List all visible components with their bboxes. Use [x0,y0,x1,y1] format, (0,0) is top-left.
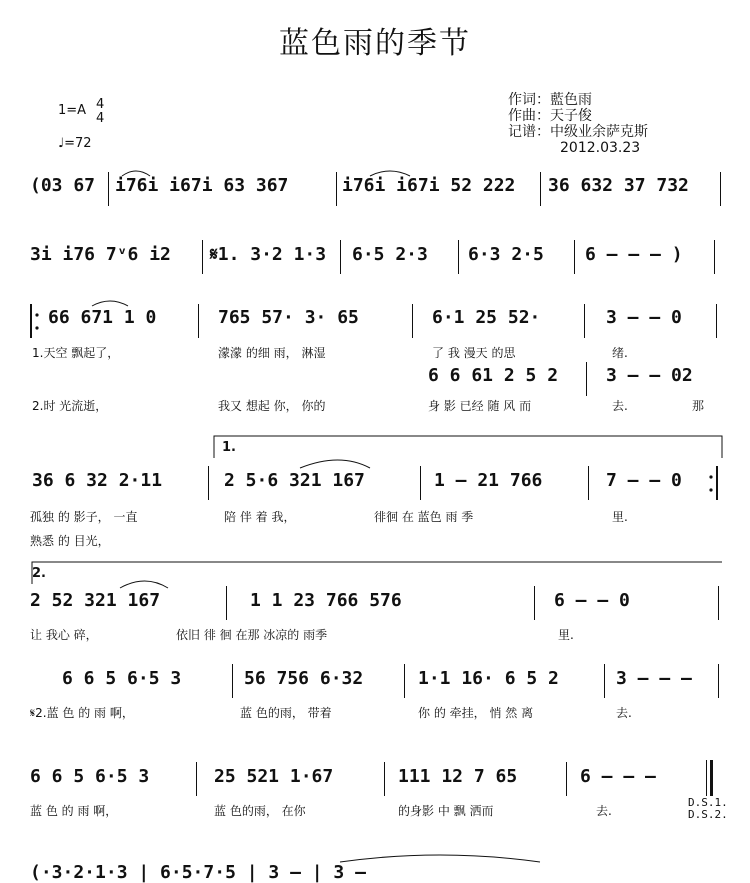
slur [120,581,168,588]
lyric-3-1: 1.天空 飘起了， [32,346,120,360]
measure-3-4: 3 — — 0 [606,307,682,328]
slur [340,855,540,862]
lyric-9-3: 的身影 中 飘 洒而 [398,804,494,818]
measure-4-2: 3 — — 02 [606,365,693,386]
time-sig-bottom: 4 [96,111,105,126]
lyric-4-4: 去. [612,399,628,413]
lyric-7-1: 让 我心 碎， [30,628,98,642]
lyric-4-1: 2.时 光流逝， [32,399,108,413]
lyric-8-1: 𝄋2.蓝 色 的 雨 啊， [30,706,134,720]
lyric-4-3: 身 影 已经 随 风 而 [428,399,532,413]
measure-9-1: (·3·2·1·3 | 6·5·7·5 | 3 — | 3 — [30,862,366,883]
repeat-dot [709,475,712,478]
measure-5-2: 2 5·6 321 167 [224,470,365,491]
ds-2-label: D.S.2. [688,808,728,821]
measure-2-4: 6·3 2·5 [468,244,544,265]
measure-7-3: 1·1 16· 6 5 2 [418,668,559,689]
measure-1-2: i76i i67i 63 367 [115,175,289,196]
measure-4-1: 6 6 61 2 5 2 [428,365,559,386]
lyric-9-4: 去. [596,804,612,818]
measure-8-1: 6 6 5 6·5 3 [30,766,150,787]
slur [370,171,410,176]
measure-8-3: 111 12 7 65 [398,766,518,787]
song-title: 蓝色雨的季节 [279,26,471,61]
volta-1-label: 1. [222,440,236,455]
lyric-7-2: 依旧 徘 徊 在那 冰凉的 雨季 [176,628,328,642]
volta-2-label: 2. [32,566,46,581]
measure-5-4: 7 — — 0 [606,470,682,491]
lyric-8-4: 去. [616,706,632,720]
slur [92,301,128,306]
measure-8-2: 25 521 1·67 [214,766,334,787]
lyric-8-3: 你 的 牵挂， 悄 然 离 [418,706,534,720]
slur [300,460,370,468]
lyric-3-2: 濛濛 的细 雨， 淋湿 [218,346,326,360]
measure-6-3: 6 — — 0 [554,590,630,611]
measure-3-3: 6·1 25 52· [432,307,541,328]
measure-2-1: 3i i76 7ᵛ6 i2 [30,244,171,265]
lyric-3-4: 绪. [612,346,628,360]
measure-6-1: 2 52 321 167 [30,590,161,611]
lyric-5-4: 里. [612,510,628,524]
composer-credit: 作曲：天子俊 [508,108,592,124]
measure-5-3: 1 — 21 766 [434,470,543,491]
lyric-5-1: 孤独 的 影子， 一直 [30,510,138,524]
lyric-7-3: 里. [558,628,574,642]
slur [122,171,150,176]
measure-7-1: 6 6 5 6·5 3 [62,668,182,689]
measure-8-4: 6 — — — [580,766,656,787]
measure-1-3: i76i i67i 52 222 [342,175,516,196]
measure-7-2: 56 756 6·32 [244,668,364,689]
lyric-8-2: 蓝 色的雨， 带着 [240,706,332,720]
lyric-4-2: 我又 想起 你， 你的 [218,399,326,413]
repeat-dot [709,488,712,491]
measure-1-4: 36 632 37 732 [548,175,689,196]
time-sig-top: 4 [96,97,105,112]
measure-3-2: 765 57· 3· 65 [218,307,359,328]
lyricist-credit: 作词：藍色雨 [508,92,592,108]
measure-5-1: 36 6 32 2·11 [32,470,163,491]
lyric-9-2: 蓝 色的雨， 在你 [214,804,306,818]
measure-6-2: 1 1 23 766 576 [250,590,402,611]
volta-2-bracket [32,562,722,584]
key-signature: 1=A [58,103,87,118]
repeat-dot [35,326,38,329]
lyric-5-2: 陪 伴 着 我， [224,510,296,524]
repeat-dot [35,313,38,316]
transcriber-credit: 记谱：中级业余萨克斯 [508,124,648,140]
measure-3-1: 66 671 1 0 [48,307,157,328]
measure-7-4: 3 — — — [616,668,692,689]
measure-2-3: 6·5 2·3 [352,244,428,265]
volta-1-bracket [214,436,722,458]
lyric-9-1: 蓝 色 的 雨 啊， [30,804,118,818]
lyric-4-5: 那 [692,399,705,413]
lyric-6-1: 熟悉 的 目光， [30,534,110,548]
measure-2-2: 𝄋1. 3·2 1·3 [210,244,327,265]
quarter-note-icon: ♩ [58,136,65,151]
measure-2-5: 6 — — — ) [585,244,683,265]
ds-1-label: D.S.1. [688,796,728,809]
measure-1-1: (03 67 [30,175,96,196]
lyric-3-3: 了 我 漫天 的思 [432,346,516,360]
lyric-5-3: 徘徊 在 蓝色 雨 季 [374,510,474,524]
date-credit: 2012.03.23 [560,140,641,156]
tempo-value: =72 [64,136,92,151]
